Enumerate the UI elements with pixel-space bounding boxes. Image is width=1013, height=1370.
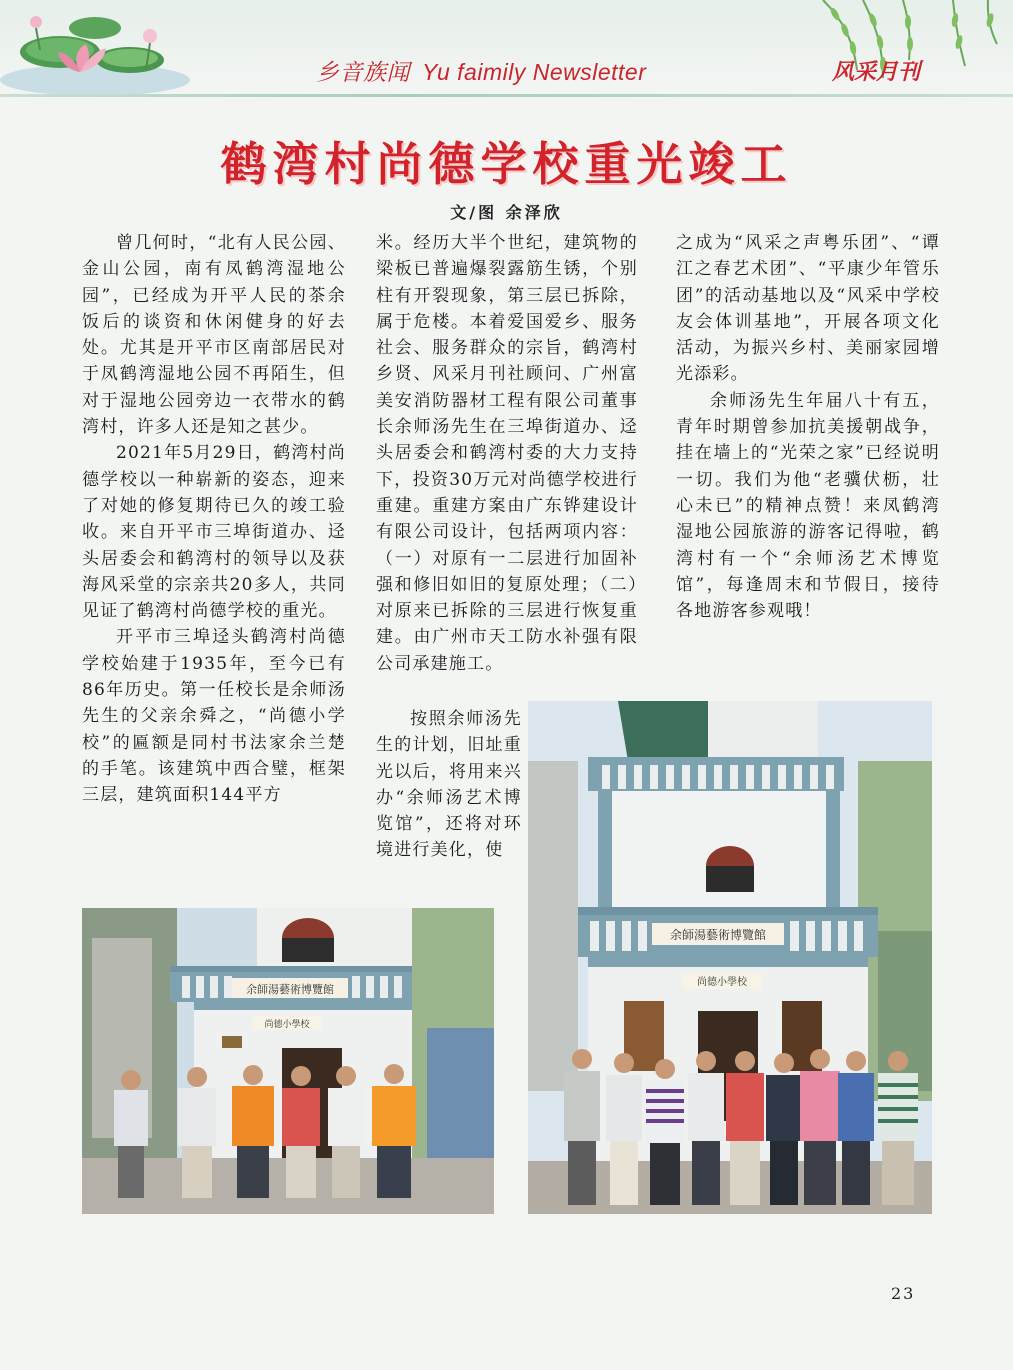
group-photo-large [528,701,932,1214]
paragraph: 余师汤先生年届八十有五，青年时期曾参加抗美援朝战争，挂在墙上的“光荣之家”已经说明一切。我们为他“老骥伏枥，壮心未已”的精神点赞！来凤鹤湾湿地公园旅游的游客记得啦，鹤湾村有一个“余师汤艺术博览馆”，每逢周末和节假日，接待各地游客参观哦！ [676,390,940,622]
paragraph: 之成为“风采之声粤乐团”、“谭江之春艺术团”、“平康少年管乐团”的活动基地以及“风采中学校友会体训基地”，开展各项文化活动，为振兴乡村、美丽家园增光添彩。 [676,233,940,385]
header-rule [0,94,1013,97]
school-sign: 尚德小學校 [697,977,747,988]
text-column-1 [82,230,346,809]
museum-plaque: 余師湯藝術博覽館 [246,983,334,996]
school-sign: 尚德小學校 [264,1020,310,1030]
page-number: 23 [891,1284,916,1303]
text-column-2-lower [376,706,522,864]
text-column-2 [376,230,638,677]
newsletter-title-zh: 乡音族闻 [316,60,410,86]
paragraph: 开平市三埠迳头鹤湾村尚德学校始建于1935年，至今已有86年历史。第一任校长是余师汤先生的父亲余舜之，“尚德小学校”的匾额是同村书法家余兰楚的手笔。该建筑中西合璧，框架三层，建筑面积144平方 [82,627,346,806]
paragraph: 米。经历大半个世纪，建筑物的梁板已普遍爆裂露筋生锈，个别柱有开裂现象，第三层已拆除，属于危楼。本着爱国爱乡、服务社会、服务群众的宗旨，鹤湾村乡贤、风采月刊社顾问、广州富美安消防器材工程有限公司董事长余师汤先生在三埠街道办、迳头居委会和鹤湾村委的大力支持下，投资30万元对尚德学校进行重建。重建方案由广东铧建设计有限公司设计，包括两项内容：（一）对原有一二层进行加固补强和修旧如旧的复原处理；（二）对原来已拆除的三层进行恢复重建。由广州市天工防水补强有限公司承建施工。 [376,233,638,674]
photo-illustration [528,701,932,1214]
paragraph: 按照余师汤先生的计划，旧址重光以后，将用来兴办“余师汤艺术博览馆”，还将对环境进行美化，使 [376,709,522,861]
page-header [0,0,1013,100]
lotus-decoration-icon [0,0,190,96]
group-photo-small [82,908,494,1214]
magazine-name: 风采月刊 [832,60,921,85]
paragraph: 2021年5月29日，鹤湾村尚德学校以一种崭新的姿态，迎来了对她的修复期待已久的竣工验收。来自开平市三埠街道办、迳头居委会和鹤湾村的领导以及获海风采堂的宗亲共20多人，共同见证了鹤湾村尚德学校的重光。 [82,443,346,622]
newsletter-title-en: Yu faimily Newsletter [422,59,647,85]
article-byline: 文/图 余泽欣 [450,203,563,222]
museum-plaque: 余師湯藝術博覽館 [669,928,767,942]
newsletter-title [316,54,646,87]
article-title: 鹤湾村尚德学校重光竣工 [220,137,793,191]
photo-illustration [82,908,494,1214]
paragraph: 曾几何时，“北有人民公园、金山公园，南有凤鹤湾湿地公园”，已经成为开平人民的茶余饭后的谈资和休闲健身的好去处。尤其是开平市区南部居民对于凤鹤湾湿地公园不再陌生，但对于湿地公园旁边一衣带水的鹤湾村，许多人还是知之甚少。 [82,233,346,438]
text-column-3 [676,230,940,624]
